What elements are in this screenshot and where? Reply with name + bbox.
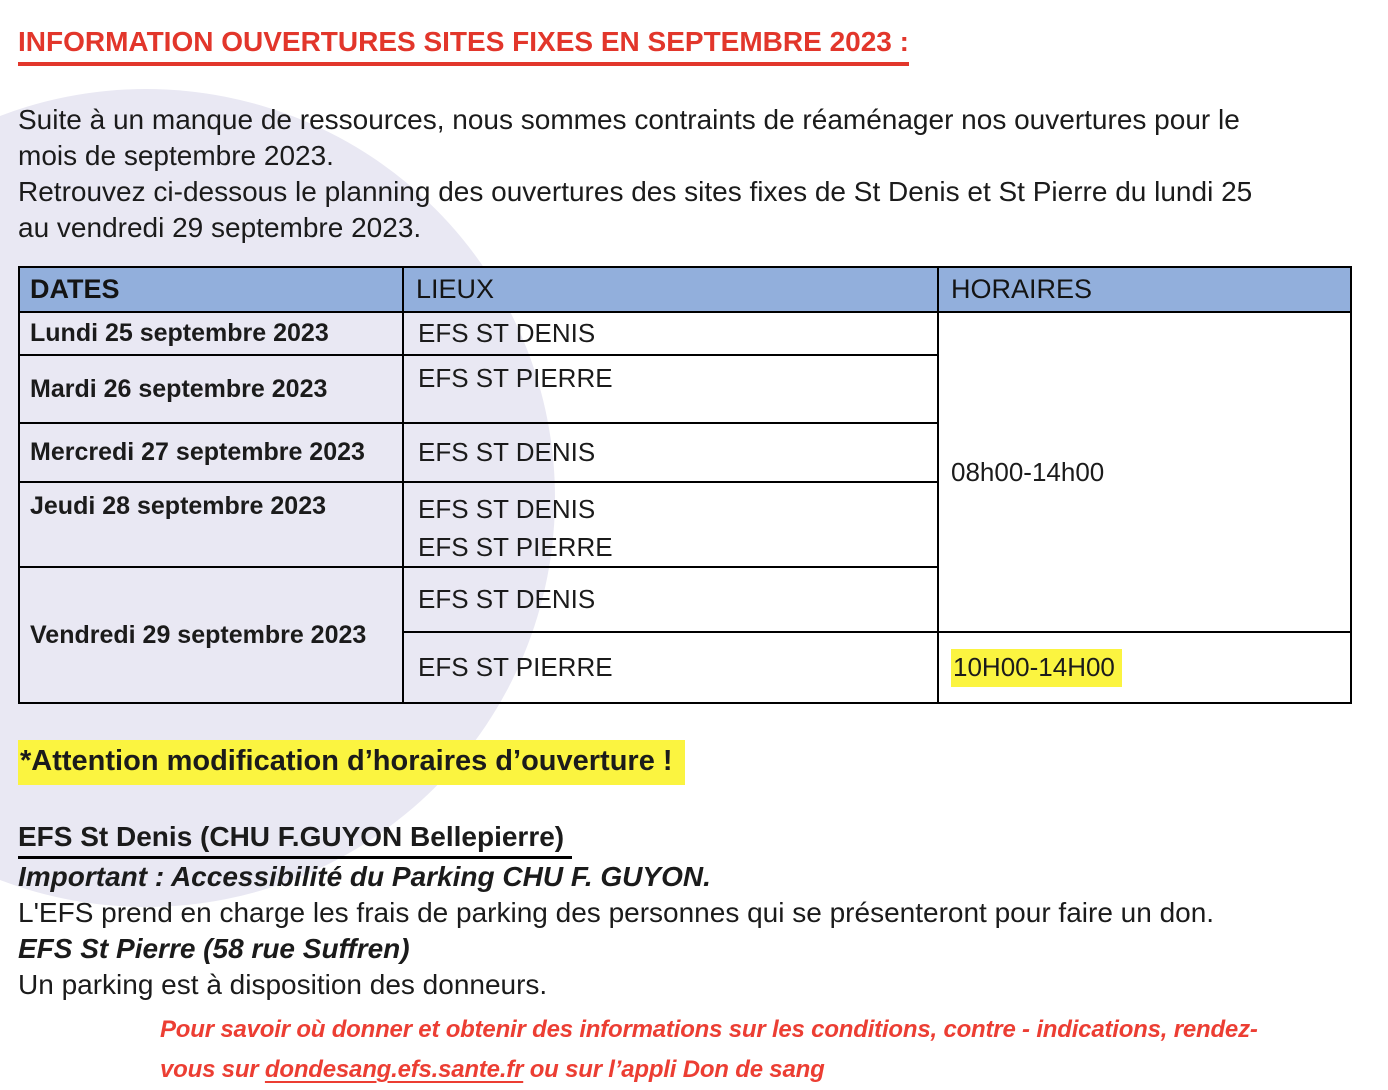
lieu-cell: EFS ST PIERRE bbox=[403, 355, 938, 423]
lieu-cell: EFS ST PIERRE bbox=[403, 632, 938, 703]
date-cell: Mardi 26 septembre 2023 bbox=[19, 355, 403, 423]
site-denis-title-text: EFS St Denis (CHU F.GUYON Bellepierre) bbox=[18, 821, 572, 859]
red-notice-text: Pour savoir où donner et obtenir des informations sur les conditions, contre - indications, rendez- bbox=[160, 1016, 1258, 1043]
site-pierre-parking: Un parking est à disposition des donneurs. bbox=[18, 969, 548, 1000]
site-denis-parking: L'EFS prend en charge les frais de parking des personnes qui se présenteront pour faire un don. bbox=[18, 897, 1215, 928]
intro-line: Suite à un manque de ressources, nous sommes contraints de réaménager nos ouvertures pour le bbox=[18, 104, 1240, 135]
lieu-cell bbox=[403, 482, 938, 567]
intro-line: Retrouvez ci-dessous le planning des ouvertures des sites fixes de St Denis et St Pierre du lundi 25 bbox=[18, 176, 1253, 207]
site-denis-title bbox=[18, 821, 1370, 859]
red-notice bbox=[160, 1010, 1333, 1090]
red-notice-text: ou sur l’appli Don de sang bbox=[523, 1056, 825, 1083]
site-denis-important: Important : Accessibilité du Parking CHU F. GUYON. bbox=[18, 861, 711, 892]
table-header-row bbox=[19, 267, 1351, 312]
horaire-value: 08h00-14h00 bbox=[951, 456, 1105, 487]
horaires-friday-cell bbox=[938, 632, 1351, 703]
page-title bbox=[18, 26, 1370, 66]
page-title-text: INFORMATION OUVERTURES SITES FIXES EN SEPTEMBRE 2023 : bbox=[18, 26, 909, 66]
dondesang-link[interactable]: dondesang.efs.sante.fr bbox=[264, 1056, 524, 1083]
date-cell: Jeudi 28 septembre 2023 bbox=[19, 482, 403, 567]
date-cell: Vendredi 29 septembre 2023 bbox=[19, 567, 403, 703]
date-cell: Mercredi 27 septembre 2023 bbox=[19, 423, 403, 482]
site-pierre-title: EFS St Pierre (58 rue Suffren) bbox=[18, 933, 410, 964]
date-cell: Lundi 25 septembre 2023 bbox=[19, 312, 403, 355]
document-page bbox=[0, 26, 1388, 1088]
horaires-merged-cell bbox=[938, 312, 1351, 632]
intro-line: mois de septembre 2023. bbox=[18, 140, 334, 171]
red-notice-line bbox=[160, 1050, 1333, 1090]
lieu-line: EFS ST DENIS bbox=[418, 494, 596, 524]
attention-notice bbox=[18, 740, 1370, 785]
table-header-dates: DATES bbox=[19, 267, 403, 312]
intro-paragraph bbox=[18, 102, 1370, 246]
schedule-table bbox=[18, 266, 1352, 704]
red-notice-text: vous sur bbox=[160, 1056, 265, 1083]
horaire-highlight: 10H00-14H00 bbox=[951, 649, 1122, 687]
lieu-cell: EFS ST DENIS bbox=[403, 312, 938, 355]
red-notice-line bbox=[160, 1010, 1333, 1050]
lieu-cell: EFS ST DENIS bbox=[403, 423, 938, 482]
intro-line: au vendredi 29 septembre 2023. bbox=[18, 212, 422, 243]
lieu-line: EFS ST PIERRE bbox=[418, 532, 613, 562]
table-row-lundi bbox=[19, 312, 1351, 355]
table-header-lieux: LIEUX bbox=[403, 267, 938, 312]
table-header-horaires: HORAIRES bbox=[938, 267, 1351, 312]
attention-highlight: *Attention modification d’horaires d’ouverture ! bbox=[18, 740, 685, 785]
lieu-cell: EFS ST DENIS bbox=[403, 567, 938, 632]
sites-info-block bbox=[18, 859, 1370, 1003]
